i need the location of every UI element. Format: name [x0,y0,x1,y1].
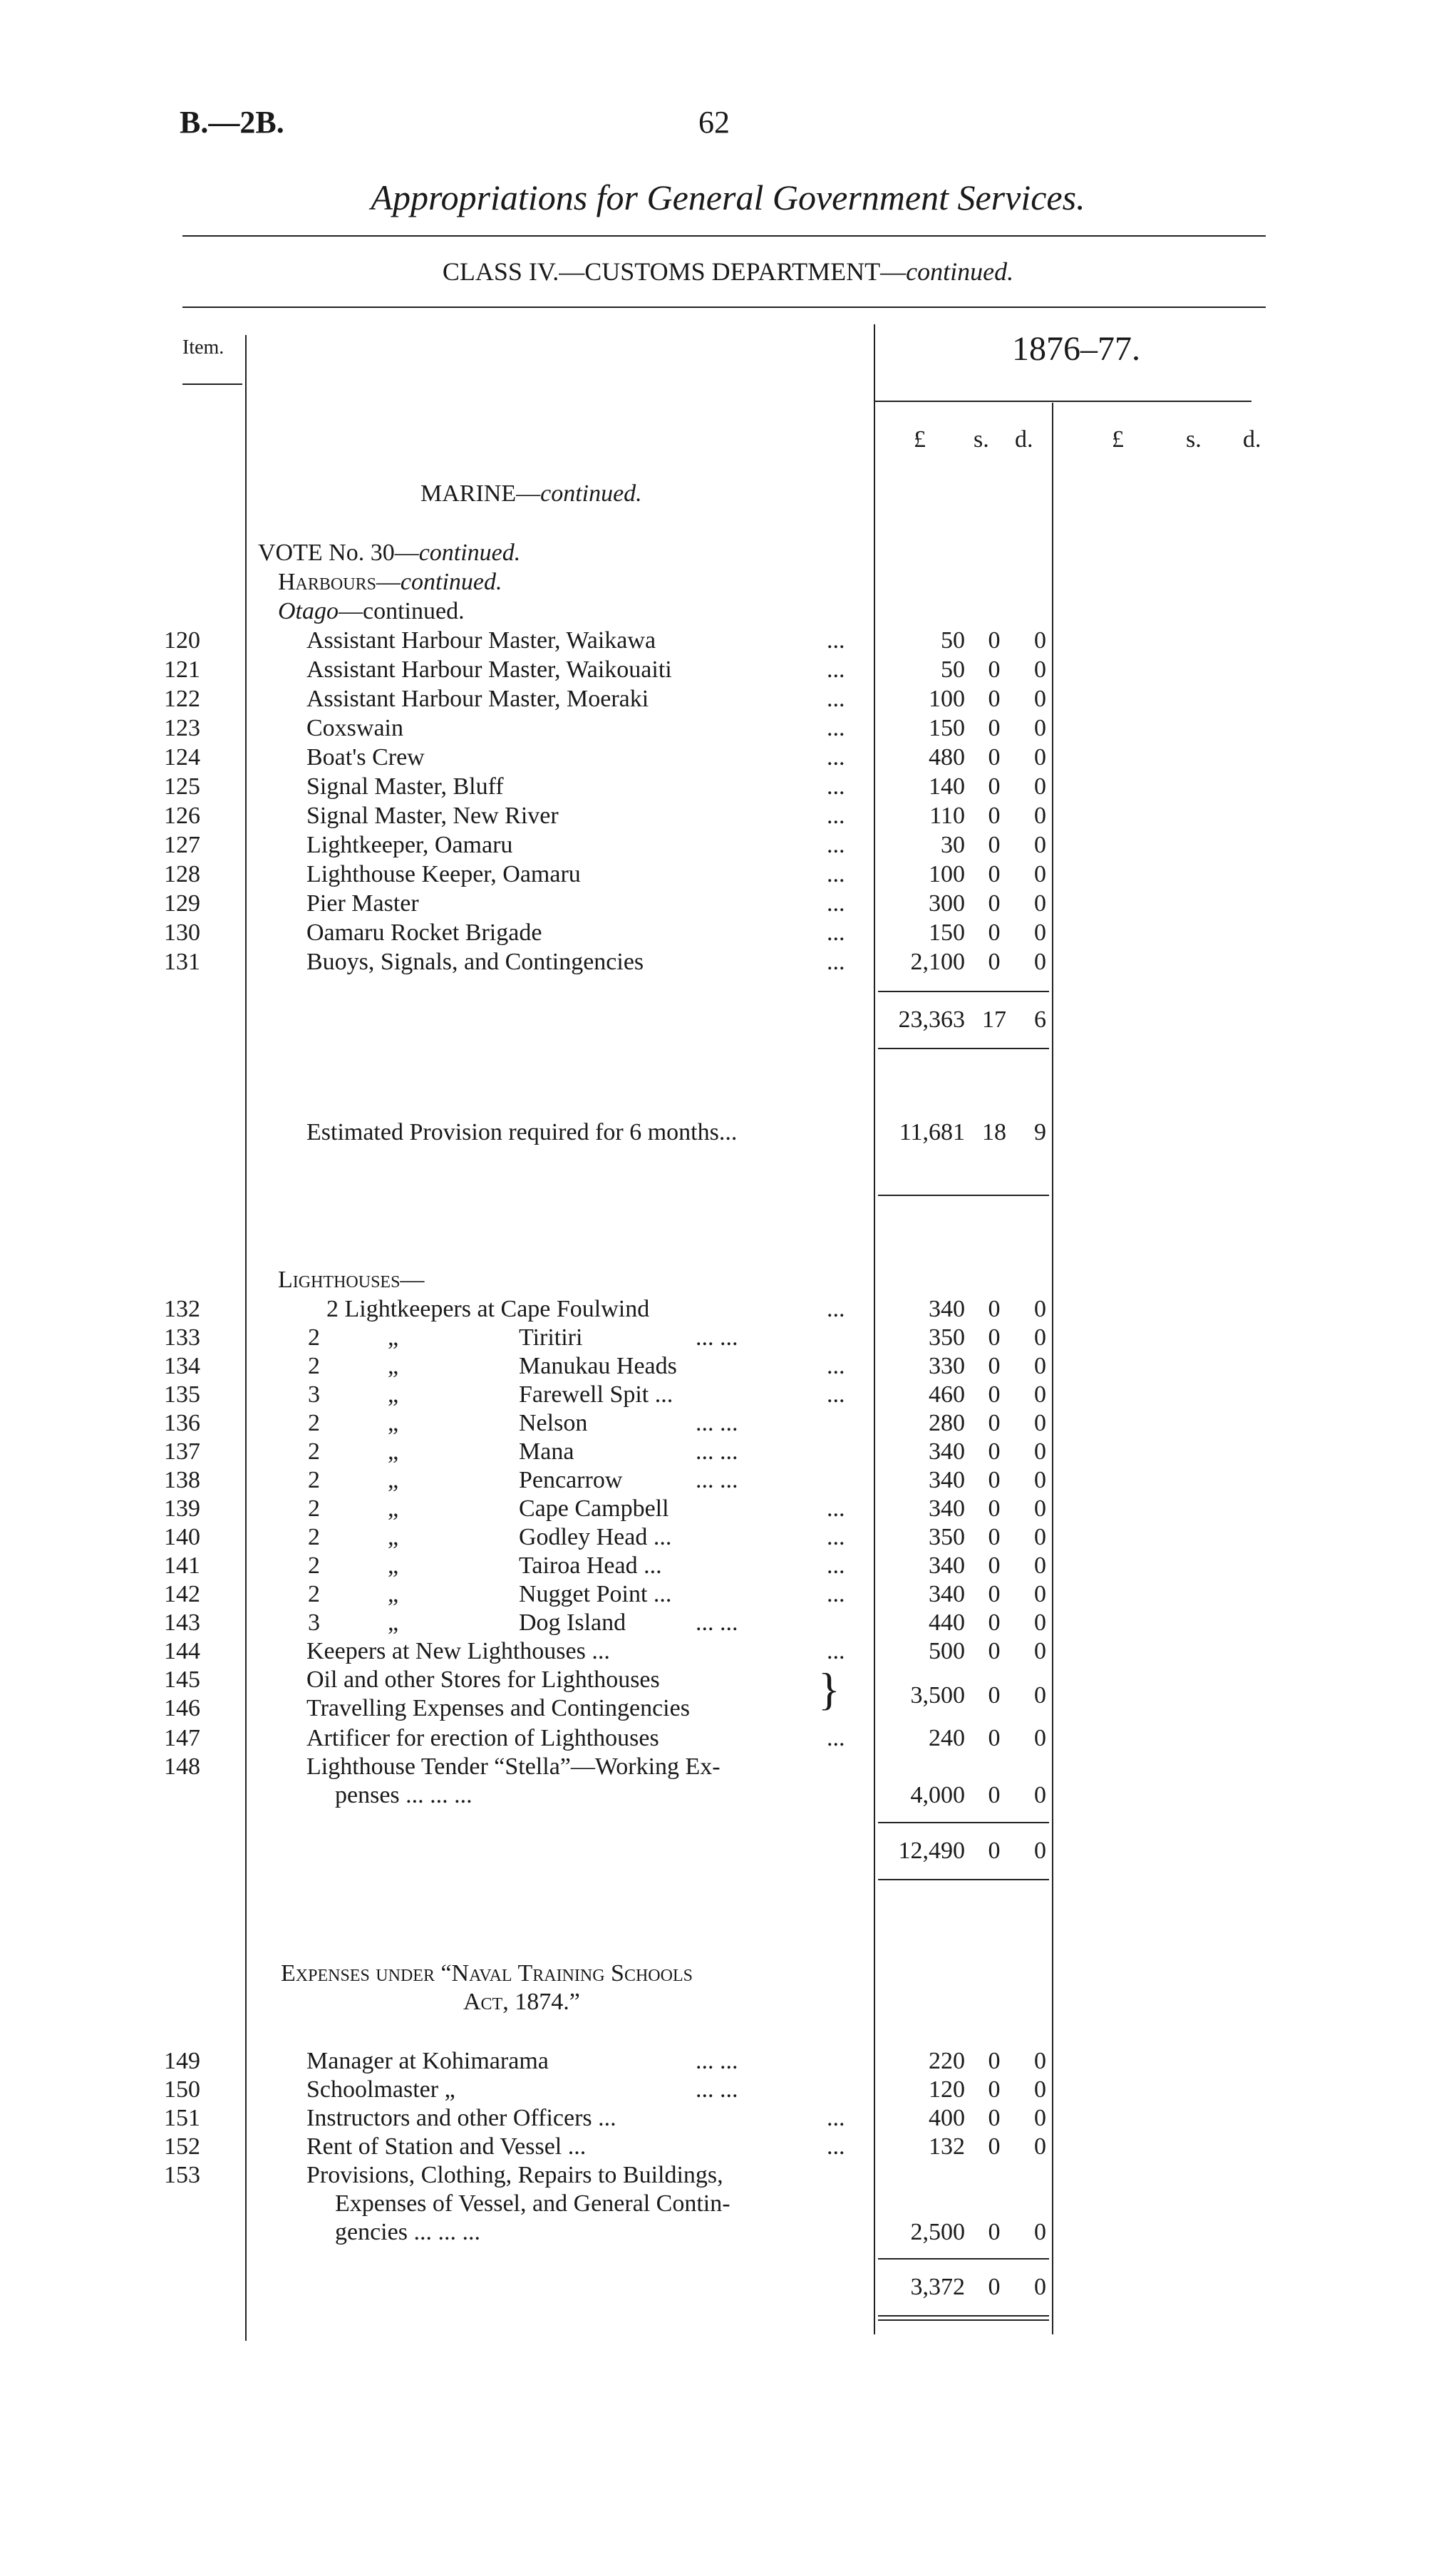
leader-dots: ... [827,803,845,829]
item-number: 128 [164,861,200,887]
leader-dots: ... [827,1495,845,1522]
amount-pence: 0 [1034,686,1046,712]
lighthouse-total-pounds: 12,490 [898,1838,965,1864]
keeper-count: 2 [308,1552,320,1579]
amount-pounds: 350 [929,1324,965,1351]
amount-shillings: 0 [988,1581,1001,1607]
shilling-header-1: s. [974,426,989,453]
right-brace: } [818,1664,840,1714]
harbour-total-shillings: 17 [982,1006,1006,1033]
amount-pence: 0 [1034,1725,1046,1751]
amount-shillings: 0 [988,919,1001,946]
item-description: Lightkeeper, Oamaru [306,832,513,858]
ditto-mark: „ [388,1410,399,1436]
leader-dots: ... [827,1524,845,1550]
ditto-mark: „ [388,1609,399,1636]
lighthouse-place: Cape Campbell [519,1495,669,1522]
amount-pence: 0 [1034,656,1046,683]
amount-shillings: 0 [988,2133,1001,2160]
item-number: 131 [164,949,200,975]
item-description: Pier Master [306,890,419,917]
amount-shillings: 0 [988,890,1001,917]
amount-pounds: 340 [929,1581,965,1607]
amount-pounds: 220 [929,2048,965,2074]
lighthouse-place: Nugget Point ... [519,1581,672,1607]
amount-pounds: 132 [929,2133,965,2160]
item-description: Travelling Expenses and Contingencies [306,1695,690,1721]
item-description: Instructors and other Officers ... [306,2105,616,2131]
item-column-header: Item. [182,336,224,359]
amount-pounds: 350 [929,1524,965,1550]
amount-shillings: 0 [988,715,1001,741]
amount-pounds: 440 [929,1609,965,1636]
item-description: Assistant Harbour Master, Moeraki [306,686,649,712]
amount-pounds: 110 [929,803,965,829]
amount-pence: 0 [1034,2076,1046,2103]
leader-dots: ... [827,686,845,712]
item-description: 2 Lightkeepers at Cape Foulwind [326,1296,650,1322]
subtotal-rule [878,1822,1049,1823]
item-number: 147 [164,1725,200,1751]
year-header: 1876–77. [1012,330,1140,368]
item-description-continued: Expenses of Vessel, and General Contin- [335,2190,730,2217]
amount-shillings: 0 [988,1524,1001,1550]
leader-dots: ... [827,1725,845,1751]
amount-pounds: 340 [929,1438,965,1465]
amount-shillings: 0 [988,1324,1001,1351]
amount-pence: 0 [1034,1296,1046,1322]
estimated-pounds: 11,681 [899,1119,965,1145]
amount-pence: 0 [1034,1552,1046,1579]
item-number: 152 [164,2133,200,2160]
item-number: 121 [164,656,200,683]
amount-pounds: 4,000 [910,1782,965,1808]
ditto-mark: „ [388,1495,399,1522]
item-description: Provisions, Clothing, Repairs to Buildings, [306,2162,723,2188]
item-number: 151 [164,2105,200,2131]
total-rule [878,2315,1049,2317]
amount-pounds: 400 [929,2105,965,2131]
harbours-heading: Harbours—continued. [278,569,502,595]
lighthouse-total-pence: 0 [1034,1838,1046,1864]
keeper-count: 2 [308,1324,320,1351]
amount-pounds: 500 [929,1638,965,1664]
item-description: Rent of Station and Vessel ... [306,2133,587,2160]
amount-pounds: 100 [929,861,965,887]
item-number: 130 [164,919,200,946]
amount-pence: 0 [1034,1353,1046,1379]
leader-dots: ... ... [696,2048,738,2074]
amount-shillings: 0 [988,656,1001,683]
total-rule [878,1879,1049,1880]
keeper-count: 2 [308,1524,320,1550]
amount-pounds: 2,500 [910,2219,965,2245]
leader-dots: ... [827,890,845,917]
ditto-mark: „ [388,1581,399,1607]
item-number: 133 [164,1324,200,1351]
leader-dots: ... [827,861,845,887]
keeper-count: 2 [308,1353,320,1379]
shilling-header-2: s. [1186,426,1202,453]
leader-dots: ... [827,2105,845,2131]
item-number: 123 [164,715,200,741]
marine-heading: MARINE—continued. [420,480,642,507]
amount-pence: 0 [1034,2105,1046,2131]
amount-shillings: 0 [988,861,1001,887]
keeper-count: 2 [308,1410,320,1436]
amount-pence: 0 [1034,803,1046,829]
amount-pounds: 100 [929,686,965,712]
pence-header-2: d. [1243,426,1261,453]
amount-pounds: 340 [929,1467,965,1493]
keeper-count: 2 [308,1438,320,1465]
amount-pounds: 480 [929,744,965,771]
item-number: 120 [164,627,200,654]
page-number: 62 [698,105,730,140]
amount-pence: 0 [1034,1638,1046,1664]
item-description-continued: gencies ... ... ... [335,2219,480,2245]
item-number: 146 [164,1695,200,1721]
item-number: 125 [164,773,200,800]
amount-pence: 0 [1034,861,1046,887]
lighthouses-heading: Lighthouses— [278,1267,425,1293]
leader-dots: ... [827,656,845,683]
class-heading [0,257,1456,287]
leader-dots: ... [827,715,845,741]
estimated-shillings: 18 [982,1119,1006,1145]
amount-shillings: 0 [988,832,1001,858]
ditto-mark: „ [388,1438,399,1465]
item-number: 153 [164,2162,200,2188]
amount-pence: 0 [1034,1782,1046,1808]
naval-total-pence: 0 [1034,2274,1046,2300]
item-number: 148 [164,1753,200,1780]
class-heading-main: CLASS IV.—CUSTOMS DEPARTMENT— [442,257,907,286]
vote-heading: VOTE No. 30—continued. [258,540,521,566]
item-number: 122 [164,686,200,712]
amount-shillings: 0 [988,1782,1001,1808]
item-number: 143 [164,1609,200,1636]
class-rule [182,306,1266,308]
amount-shillings: 0 [988,949,1001,975]
amount-pence: 0 [1034,890,1046,917]
amount-pounds: 3,500 [910,1682,965,1709]
ditto-mark: „ [388,1353,399,1379]
leader-dots: ... [827,1296,845,1322]
page-title: Appropriations for General Government Services. [371,177,1085,217]
leader-dots: ... [827,919,845,946]
leader-dots: ... ... [696,2076,738,2103]
item-number: 126 [164,803,200,829]
amount-pence: 0 [1034,1324,1046,1351]
ditto-mark: „ [388,1552,399,1579]
amount-pounds: 50 [941,656,965,683]
amount-shillings: 0 [988,627,1001,654]
item-number: 150 [164,2076,200,2103]
keeper-count: 2 [308,1495,320,1522]
amount-pence: 0 [1034,1495,1046,1522]
leader-dots: ... [827,832,845,858]
amount-subcolumn-divider [1052,403,1053,2334]
lighthouse-place: Dog Island [519,1609,626,1636]
amount-shillings: 0 [988,1552,1001,1579]
amount-shillings: 0 [988,744,1001,771]
amount-pounds: 330 [929,1353,965,1379]
amount-shillings: 0 [988,1410,1001,1436]
subtotal-rule [878,2258,1049,2260]
leader-dots: ... [827,744,845,771]
amount-pence: 0 [1034,1438,1046,1465]
item-description: Manager at Kohimarama [306,2048,549,2074]
leader-dots: ... ... [696,1410,738,1436]
lighthouse-place: Manukau Heads [519,1353,677,1379]
amount-pence: 0 [1034,919,1046,946]
amount-pence: 0 [1034,1524,1046,1550]
item-number: 124 [164,744,200,771]
pound-header-1: £ [914,426,926,453]
harbour-total-pounds: 23,363 [898,1006,965,1033]
keeper-count: 3 [308,1381,320,1408]
amount-pence: 0 [1034,949,1046,975]
amount-pounds: 280 [929,1410,965,1436]
amount-pence: 0 [1034,715,1046,741]
item-description: Coxswain [306,715,403,741]
class-heading-continued: continued. [906,257,1014,286]
naval-heading-line1: Expenses under “Naval Training Schools [281,1960,693,1987]
amount-pence: 0 [1034,1609,1046,1636]
item-number: 144 [164,1638,200,1664]
amount-pence: 0 [1034,2133,1046,2160]
amount-pence: 0 [1034,832,1046,858]
leader-dots: ... [827,627,845,654]
amount-pounds: 150 [929,715,965,741]
naval-total-pounds: 3,372 [910,2274,965,2300]
naval-heading-line2: Act, 1874.” [463,1989,580,2015]
leader-dots: ... ... [696,1324,738,1351]
amount-shillings: 0 [988,1438,1001,1465]
amount-shillings: 0 [988,1353,1001,1379]
amount-pounds: 340 [929,1296,965,1322]
amount-shillings: 0 [988,1638,1001,1664]
ditto-mark: „ [388,1324,399,1351]
amount-pence: 0 [1034,2048,1046,2074]
amount-pence: 0 [1034,1682,1046,1709]
amount-shillings: 0 [988,773,1001,800]
pence-header-1: d. [1015,426,1033,453]
leader-dots: ... [827,773,845,800]
item-description-continued: penses ... ... ... [335,1782,473,1808]
keeper-count: 3 [308,1609,320,1636]
amount-pounds: 460 [929,1381,965,1408]
amount-shillings: 0 [988,1296,1001,1322]
leader-dots: ... [827,949,845,975]
item-description: Schoolmaster „ [306,2076,455,2103]
item-description: Keepers at New Lighthouses ... [306,1638,610,1664]
lighthouse-place: Tairoa Head ... [519,1552,662,1579]
leader-dots: ... ... [696,1609,738,1636]
title-rule [182,235,1266,237]
amount-shillings: 0 [988,1467,1001,1493]
leader-dots: ... ... [696,1467,738,1493]
total-double-rule [878,2319,1049,2321]
lighthouse-place: Tiritiri [519,1324,583,1351]
amount-shillings: 0 [988,2219,1001,2245]
estimated-provision-label: Estimated Provision required for 6 months... [306,1119,738,1145]
leader-dots: ... [827,1638,845,1664]
item-number: 140 [164,1524,200,1550]
item-description: Assistant Harbour Master, Waikawa [306,627,656,654]
amount-pence: 0 [1034,627,1046,654]
naval-total-shillings: 0 [988,2274,1001,2300]
item-number: 134 [164,1353,200,1379]
amount-shillings: 0 [988,2048,1001,2074]
leader-dots: ... ... [696,1438,738,1465]
amount-pounds: 2,100 [910,949,965,975]
amount-shillings: 0 [988,686,1001,712]
amount-pence: 0 [1034,744,1046,771]
leader-dots: ... [827,1581,845,1607]
amount-pounds: 340 [929,1552,965,1579]
item-number: 141 [164,1552,200,1579]
year-rule [874,401,1251,402]
amount-pence: 0 [1034,1581,1046,1607]
document-reference: B.—2B. [180,105,284,140]
item-number: 139 [164,1495,200,1522]
amount-pounds: 300 [929,890,965,917]
leader-dots: ... [827,2133,845,2160]
item-description: Signal Master, Bluff [306,773,504,800]
leader-dots: ... [827,1353,845,1379]
amount-pence: 0 [1034,1467,1046,1493]
amount-pounds: 140 [929,773,965,800]
amount-pounds: 50 [941,627,965,654]
harbour-total-pence: 6 [1034,1006,1046,1033]
amount-shillings: 0 [988,2105,1001,2131]
amount-pence: 0 [1034,1410,1046,1436]
amount-pounds: 240 [929,1725,965,1751]
ditto-mark: „ [388,1467,399,1493]
item-number: 127 [164,832,200,858]
item-number: 136 [164,1410,200,1436]
subtotal-rule [878,991,1049,992]
item-number: 129 [164,890,200,917]
item-description: Oamaru Rocket Brigade [306,919,542,946]
amount-shillings: 0 [988,1725,1001,1751]
amount-shillings: 0 [988,2076,1001,2103]
amount-pounds: 340 [929,1495,965,1522]
item-number: 142 [164,1581,200,1607]
estimated-pence: 9 [1034,1119,1046,1145]
ditto-mark: „ [388,1381,399,1408]
amount-pounds: 150 [929,919,965,946]
item-description: Boat's Crew [306,744,425,771]
item-header-rule [182,383,242,385]
item-description: Signal Master, New River [306,803,559,829]
otago-heading: Otago—continued. [278,598,465,624]
amount-shillings: 0 [988,1609,1001,1636]
amount-pounds: 30 [941,832,965,858]
estimated-rule [878,1195,1049,1196]
item-number: 138 [164,1467,200,1493]
amount-shillings: 0 [988,1495,1001,1522]
leader-dots: ... [827,1552,845,1579]
item-number: 145 [164,1666,200,1693]
lighthouse-place: Nelson [519,1410,588,1436]
lighthouse-total-shillings: 0 [988,1838,1001,1864]
leader-dots: ... [827,1381,845,1408]
amount-pence: 0 [1034,773,1046,800]
amount-pounds: 120 [929,2076,965,2103]
item-description: Artificer for erection of Lighthouses [306,1725,659,1751]
item-number: 135 [164,1381,200,1408]
ditto-mark: „ [388,1524,399,1550]
amount-pence: 0 [1034,2219,1046,2245]
item-description: Lighthouse Tender “Stella”—Working Ex- [306,1753,721,1780]
lighthouse-place: Mana [519,1438,574,1465]
item-number: 137 [164,1438,200,1465]
item-number: 149 [164,2048,200,2074]
item-description: Lighthouse Keeper, Oamaru [306,861,581,887]
item-description: Assistant Harbour Master, Waikouaiti [306,656,672,683]
lighthouse-place: Farewell Spit ... [519,1381,673,1408]
pound-header-2: £ [1112,426,1124,453]
amount-shillings: 0 [988,1682,1001,1709]
total-rule [878,1048,1049,1049]
keeper-count: 2 [308,1581,320,1607]
lighthouse-place: Pencarrow [519,1467,623,1493]
amount-shillings: 0 [988,1381,1001,1408]
lighthouse-place: Godley Head ... [519,1524,672,1550]
item-number: 132 [164,1296,200,1322]
keeper-count: 2 [308,1467,320,1493]
amount-pence: 0 [1034,1381,1046,1408]
amount-shillings: 0 [988,803,1001,829]
item-description: Buoys, Signals, and Contingencies [306,949,644,975]
item-description: Oil and other Stores for Lighthouses [306,1666,660,1693]
